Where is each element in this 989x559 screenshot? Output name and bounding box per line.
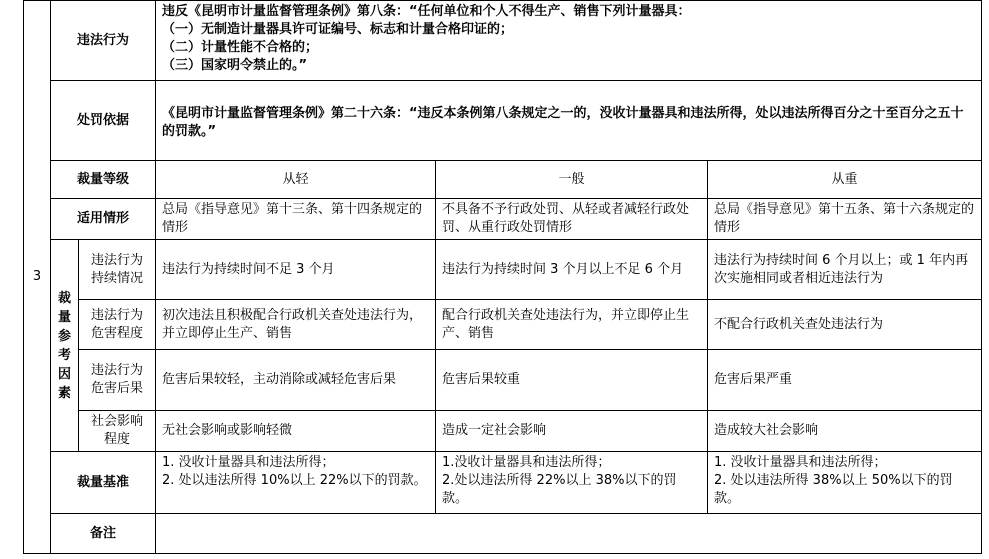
violation-row bbox=[24, 1, 982, 81]
row-number: 3 bbox=[24, 1, 51, 554]
factor-harm-degree-label: 违法行为危害程度 bbox=[79, 300, 156, 350]
factor-harm-result-label: 违法行为危害后果 bbox=[79, 350, 156, 411]
levels-row bbox=[24, 161, 982, 199]
penalty-basis-row bbox=[24, 81, 982, 161]
penalty-basis-label: 处罚依据 bbox=[51, 81, 156, 161]
benchmark-heavy: 1. 没收计量器具和违法所得； 2. 处以违法所得 38%以上 50%以下的罚款。 bbox=[708, 452, 982, 514]
factors-label-char: 素 bbox=[57, 385, 71, 401]
applicable-row bbox=[24, 199, 982, 240]
factor-social-impact-label: 社会影响程度 bbox=[79, 411, 156, 452]
factor-social-impact-heavy: 造成较大社会影响 bbox=[708, 411, 982, 452]
factor-harm-result-light: 危害后果较轻，主动消除或减轻危害后果 bbox=[156, 350, 436, 411]
factor-duration-label: 违法行为持续情况 bbox=[79, 240, 156, 300]
levels-label: 裁量等级 bbox=[51, 161, 156, 199]
violation-label: 违法行为 bbox=[51, 1, 156, 81]
factor-duration-light: 违法行为持续时间不足 3 个月 bbox=[156, 240, 436, 300]
applicable-heavy: 总局《指导意见》第十五条、第十六条规定的情形 bbox=[708, 199, 982, 240]
level-normal: 一般 bbox=[436, 161, 708, 199]
factor-row bbox=[24, 411, 982, 452]
factor-social-impact-light: 无社会影响或影响轻微 bbox=[156, 411, 436, 452]
benchmark-row bbox=[24, 452, 982, 514]
factors-label-char: 考 bbox=[57, 347, 71, 363]
remarks-label: 备注 bbox=[51, 514, 156, 554]
penalty-discretion-table bbox=[23, 0, 982, 554]
factor-duration-heavy: 违法行为持续时间 6 个月以上；或 1 年内再次实施相同或者相近违法行为 bbox=[708, 240, 982, 300]
factor-harm-result-heavy: 危害后果严重 bbox=[708, 350, 982, 411]
factor-harm-degree-heavy: 不配合行政机关查处违法行为 bbox=[708, 300, 982, 350]
level-light: 从轻 bbox=[156, 161, 436, 199]
penalty-basis-text: 《昆明市计量监督管理条例》第二十六条：“违反本条例第八条规定之一的，没收计量器具和违法所得，处以违法所得百分之十至百分之五十的罚款。” bbox=[156, 81, 982, 161]
level-heavy: 从重 bbox=[708, 161, 982, 199]
benchmark-label: 裁量基准 bbox=[51, 452, 156, 514]
factor-row bbox=[24, 300, 982, 350]
factors-label-char: 因 bbox=[57, 366, 71, 382]
applicable-normal: 不具备不予行政处罚、从轻或者减轻行政处罚、从重行政处罚情形 bbox=[436, 199, 708, 240]
remarks-row bbox=[24, 514, 982, 554]
applicable-label: 适用情形 bbox=[51, 199, 156, 240]
factors-label bbox=[51, 240, 79, 452]
factors-label-char: 量 bbox=[57, 309, 71, 325]
factors-label-char: 裁 bbox=[57, 290, 71, 306]
remarks-text bbox=[156, 514, 982, 554]
benchmark-light: 1. 没收计量器具和违法所得； 2. 处以违法所得 10%以上 22%以下的罚款。 bbox=[156, 452, 436, 514]
factor-row bbox=[24, 240, 982, 300]
factor-row bbox=[24, 350, 982, 411]
factor-duration-normal: 违法行为持续时间 3 个月以上不足 6 个月 bbox=[436, 240, 708, 300]
factor-harm-result-normal: 危害后果较重 bbox=[436, 350, 708, 411]
applicable-light: 总局《指导意见》第十三条、第十四条规定的情形 bbox=[156, 199, 436, 240]
factor-harm-degree-normal: 配合行政机关查处违法行为，并立即停止生产、销售 bbox=[436, 300, 708, 350]
factor-harm-degree-light: 初次违法且积极配合行政机关查处违法行为，并立即停止生产、销售 bbox=[156, 300, 436, 350]
factors-label-char: 参 bbox=[57, 328, 71, 344]
factor-social-impact-normal: 造成一定社会影响 bbox=[436, 411, 708, 452]
benchmark-normal: 1.没收计量器具和违法所得； 2.处以违法所得 22%以上 38%以下的罚款。 bbox=[436, 452, 708, 514]
violation-text: 违反《昆明市计量监督管理条例》第八条：“任何单位和个人不得生产、销售下列计量器具： （一）无制造计量器具许可证编号、标志和计量合格印证的； （二）计量性能不合格的； （三）国家明令禁止的。” bbox=[156, 1, 982, 81]
